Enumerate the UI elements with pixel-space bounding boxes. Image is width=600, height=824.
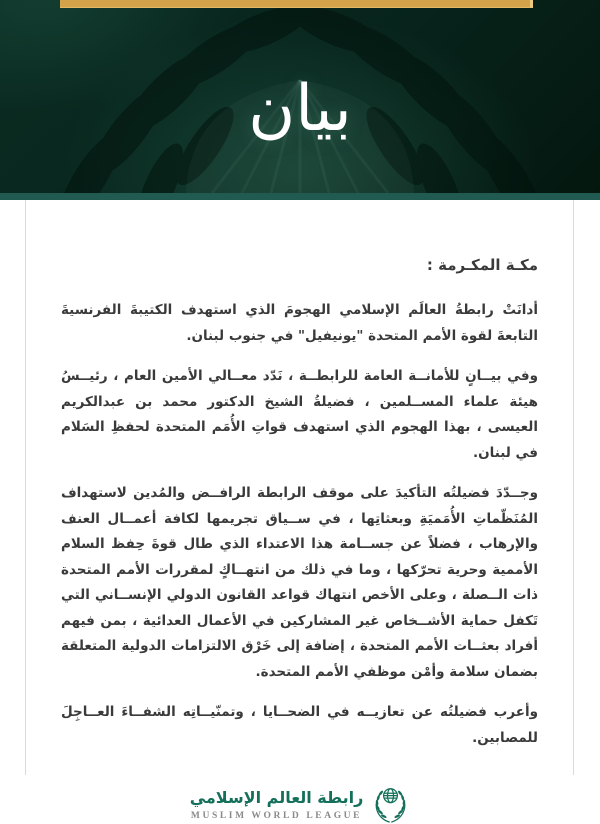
location-line: مكـة المكـرمة : xyxy=(426,256,538,274)
paragraph-condemnation: أدانَتْ رابطةُ العالَم الإسلامي الهجومَ الذي استهدف الكتيبةَ الفرنسيةَ التابعةَ لقوة الأمم المتحدة "يونيفيل" في جنوب لبنان. xyxy=(61,302,538,344)
mwl-english-wordmark: MUSLIM WORLD LEAGUE xyxy=(190,811,363,821)
paragraph-condolences: وأعرب فضيلتُه عن تعازيــه في الضحــايا ، وتمنّيــاتِه الشفــاءَ العــاجِلَ للمصابين. xyxy=(61,704,538,746)
mwl-arabic-wordmark: رابطة العالم الإسلامي xyxy=(189,788,364,807)
gold-accent-bar xyxy=(60,0,533,8)
statement-card xyxy=(25,200,574,821)
statement-header xyxy=(0,0,600,193)
statement-title: بيان xyxy=(248,72,352,146)
mwl-emblem-icon xyxy=(372,785,409,824)
mwl-wordmark xyxy=(190,788,364,821)
header-divider-strip xyxy=(0,193,600,200)
paragraph-position-details: وجــدّدَ فضيلتُه التأكيدَ على موقف الرابطة الرافــض والمُدين لاستهداف المُنَظّماتِ الأُمَميَةِ وبعثاتِها ، في ســياق تجريمها لكافة أعمــال العنف والإرهاب ، فضلاً عن جســامة هذا الاعتداء الذي طال قوةَ حِفظ السلام الأممية وحرية تحرّكها ، وما في ذلك من انتهــاكٍ لمقررات الأمم المتحدة ذات الــصلة ، وعلى الأخص انتهاك قواعد القانون الدولي الإنســاني التي تَكفل حماية الأشــخاص غير المشاركين في الأعمال العدائية ، بمن فيهم أفراد بعثــات الأمم المتحدة ، إضافة إلى خَرْق الالتزامات الدولية المتعلقة بضمان سلامة وأمْن موظفي الأمم المتحدة. xyxy=(61,485,538,680)
footer-logo xyxy=(61,785,538,824)
paragraph-secretary-general: وفي بيــانٍ للأمانــة العامة للرابطــة ، نَدّد معــالي الأمين العام ، رئيــسُ هيئة علماء المســلمين ، فضيلةُ الشيخ الدكتور محمد بن عبدالكريم العيسى ، بهذا الهجوم الذي استهدف قواتِ الأُمَم المتحدة لحفظِ السَلام في لبنان. xyxy=(61,368,538,461)
